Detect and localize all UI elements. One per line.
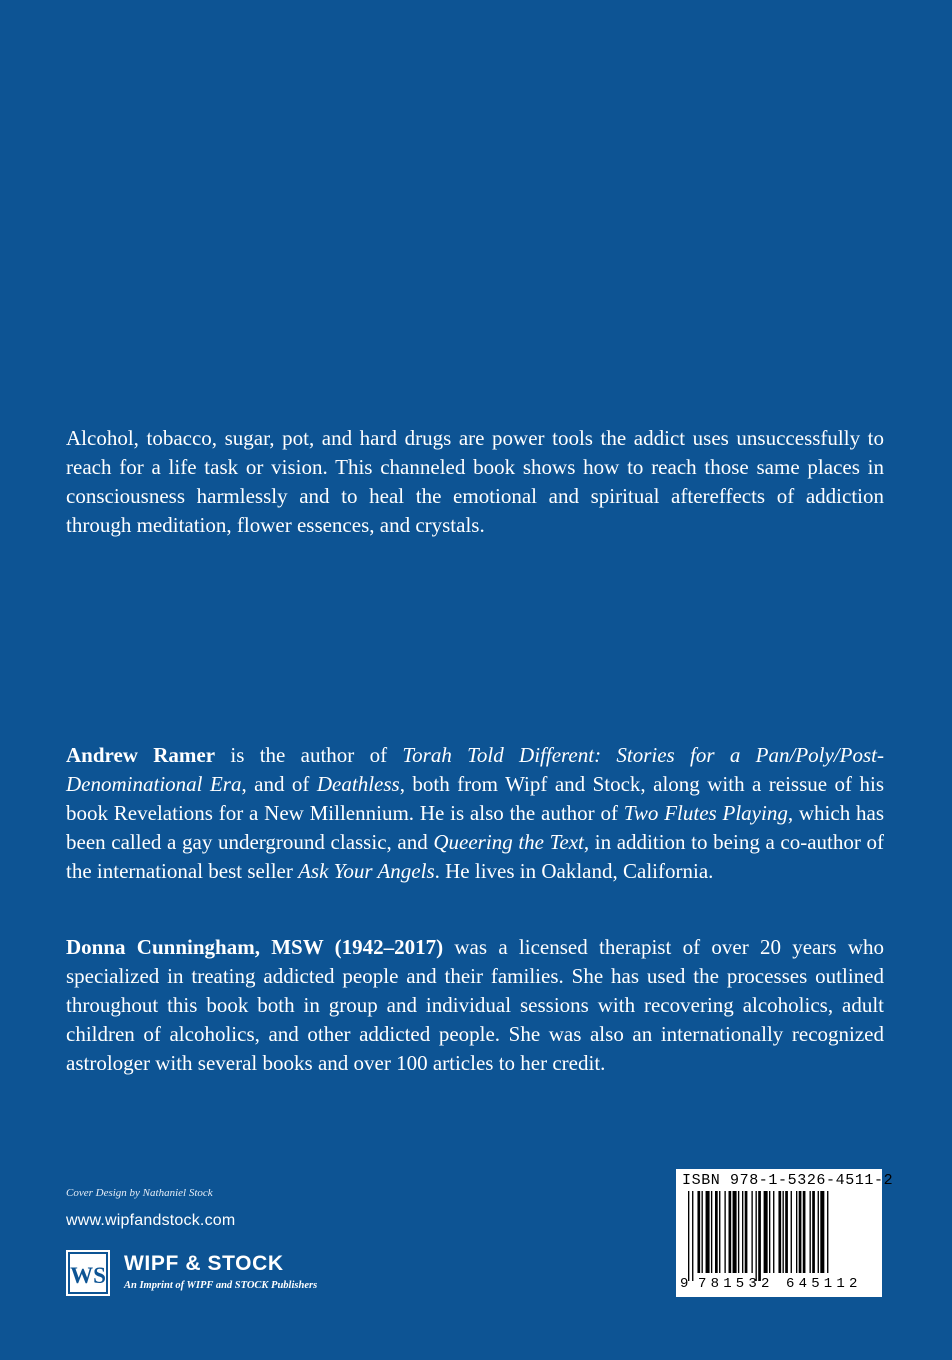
barcode-bar bbox=[785, 1191, 788, 1273]
barcode-bar bbox=[818, 1191, 819, 1273]
bio-text: , and of bbox=[241, 772, 317, 796]
barcode-bar bbox=[799, 1191, 802, 1273]
author-name: Donna Cunningham, MSW (1942–2017) bbox=[66, 935, 444, 959]
publisher-logo-icon bbox=[66, 1250, 110, 1296]
barcode-bar bbox=[751, 1191, 752, 1273]
author-bio-cunningham bbox=[66, 933, 884, 1078]
barcode-right-digits: 645112 bbox=[786, 1276, 862, 1292]
barcode-bar bbox=[769, 1191, 770, 1273]
barcode-bar bbox=[706, 1191, 710, 1273]
barcode-bar bbox=[773, 1191, 774, 1273]
isbn-label: ISBN 978-1-5326-4511-2 bbox=[682, 1172, 894, 1189]
barcode-left-digits: 781532 bbox=[698, 1276, 774, 1292]
book-title: Deathless bbox=[316, 772, 400, 796]
barcode-bar bbox=[778, 1191, 781, 1273]
barcode-bar bbox=[738, 1191, 739, 1273]
barcode-bar bbox=[692, 1191, 693, 1281]
bio-text: . He lives in Oakland, California. bbox=[434, 859, 714, 883]
barcode-bar bbox=[796, 1191, 797, 1273]
back-cover-blurb: Alcohol, tobacco, sugar, pot, and hard drugs are power tools the addict uses unsuccessfully to reach for a life task or vision. This channeled book shows how to reach those same places in consciousness harmlessly and to heal the emotional and spiritual aftereffects of addiction through meditation, flower essences, and crystals. bbox=[66, 426, 884, 537]
barcode-bar bbox=[729, 1191, 732, 1273]
publisher-website: www.wipfandstock.com bbox=[66, 1212, 236, 1229]
bio-text: was a licensed therapist of over 20 years who specialized in treating addicted people and their families. She has used the processes outlined throughout this book both in group and individual sessions with recovering alcoholics, adult children of alcoholics, and other addicted people. She was also an internationally recognized astrologer with several books and over 100 articles to her credit. bbox=[66, 935, 884, 1075]
publisher-block bbox=[66, 1250, 366, 1296]
barcode-bar bbox=[791, 1191, 792, 1273]
barcode-bar bbox=[820, 1191, 824, 1273]
book-title: Two Flutes Playing bbox=[623, 801, 788, 825]
barcode-bar bbox=[711, 1191, 712, 1273]
barcode-bar bbox=[783, 1191, 784, 1273]
barcode-bar bbox=[697, 1191, 700, 1273]
isbn-barcode bbox=[676, 1169, 894, 1297]
barcode-bar bbox=[702, 1191, 703, 1273]
cover-design-credit: Cover Design by Nathaniel Stock bbox=[66, 1187, 213, 1199]
barcode-bar bbox=[745, 1191, 748, 1273]
bio-text: , which has been called a gay underground classic, and bbox=[66, 801, 884, 854]
bio-text: is the author of bbox=[215, 743, 403, 767]
barcode-bar bbox=[810, 1191, 811, 1273]
barcode-bar bbox=[803, 1191, 806, 1273]
publisher-tagline: An Imprint of WIPF and STOCK Publishers bbox=[124, 1280, 318, 1291]
barcode-bar bbox=[742, 1191, 743, 1273]
barcode-bar bbox=[756, 1191, 757, 1281]
book-title: Torah Told Different: Stories for a Pan/Poly/Post-Denominational Era bbox=[66, 743, 884, 796]
publisher-logo-text: WS bbox=[70, 1263, 106, 1288]
author-bio-ramer bbox=[66, 741, 884, 886]
barcode-bar bbox=[764, 1191, 768, 1273]
barcode-first-digit: 9 bbox=[680, 1276, 689, 1292]
publisher-name: WIPF & STOCK bbox=[124, 1252, 284, 1275]
bio-text: , both from Wipf and Stock, along with a reissue of his book Revelations for a New Millennium. He is also the author of bbox=[66, 772, 884, 825]
barcode-bar bbox=[733, 1191, 737, 1273]
bio-text: , in addition to being a co-author of the international best seller bbox=[66, 830, 885, 883]
book-title: Queering the Text bbox=[433, 830, 584, 854]
barcode-bar bbox=[719, 1191, 720, 1273]
barcode-bar bbox=[724, 1191, 725, 1273]
barcode-bar bbox=[715, 1191, 718, 1273]
barcode-bar bbox=[758, 1191, 761, 1281]
author-name: Andrew Ramer bbox=[66, 743, 216, 767]
barcode-bars bbox=[684, 1191, 874, 1281]
barcode-bar bbox=[688, 1191, 689, 1281]
barcode-bar bbox=[812, 1191, 815, 1273]
book-title: Ask Your Angels bbox=[298, 859, 435, 883]
barcode-bar bbox=[827, 1191, 828, 1273]
